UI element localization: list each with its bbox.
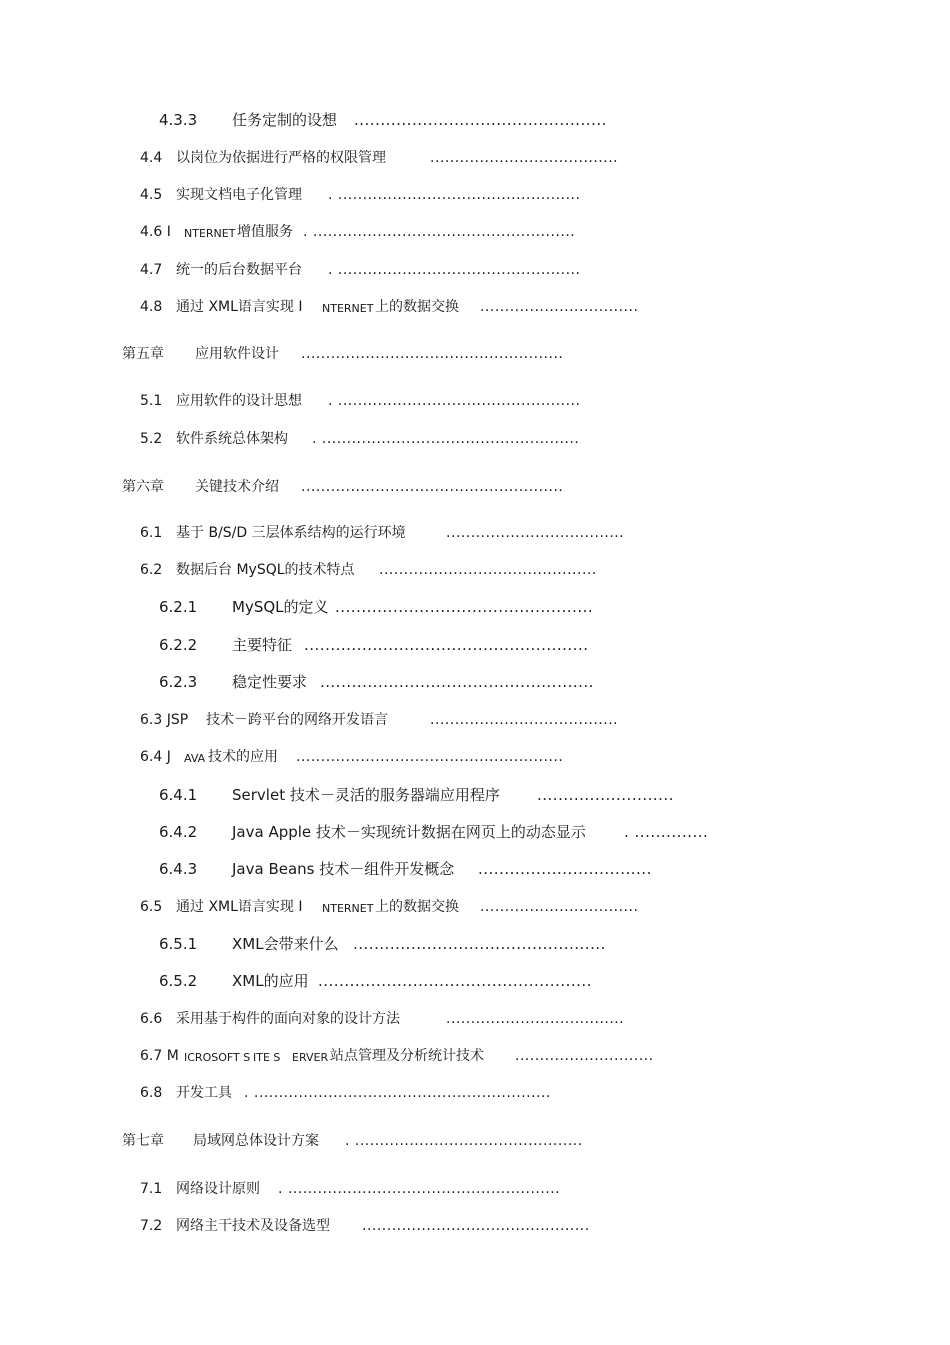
toc-title: 网络设计原则 <box>176 1181 260 1197</box>
toc-number: 第五章 <box>122 346 164 362</box>
toc-number: 6.2.1 <box>159 598 198 616</box>
toc-leader: . ............................................................ <box>244 1085 551 1101</box>
toc-leader: . ..................................................... <box>303 224 576 240</box>
toc-title: 技术－跨平台的网络开发语言 <box>206 712 388 728</box>
toc-number: 6.8 <box>140 1085 163 1101</box>
toc-leader: .................................... <box>446 1011 625 1027</box>
toc-title-smallcaps: NTERNET <box>322 902 374 915</box>
toc-leader: .......................... <box>537 786 674 804</box>
toc-number: 第六章 <box>122 479 164 495</box>
toc-number: 7.1 <box>140 1181 163 1197</box>
toc-leader: .................................................... <box>320 673 594 691</box>
toc-title: 数据后台 MySQL的技术特点 <box>176 562 355 578</box>
toc-title: 主要特征 <box>232 636 293 654</box>
toc-leader: ...................................................... <box>304 636 589 654</box>
toc-title: 任务定制的设想 <box>232 111 338 129</box>
toc-title: 采用基于构件的面向对象的设计方法 <box>176 1011 400 1027</box>
toc-number: 第七章 <box>122 1133 164 1149</box>
toc-leader: ..................................................... <box>301 479 564 495</box>
toc-title: 开发工具 <box>176 1085 232 1101</box>
toc-title-smallcaps: ICROSOFT S <box>184 1051 251 1064</box>
toc-title: 网络主干技术及设备选型 <box>176 1218 330 1234</box>
toc-leader: ................................................. <box>335 598 594 616</box>
toc-number: 6.5.1 <box>159 935 198 953</box>
toc-number: 4.4 <box>140 150 163 166</box>
toc-title: 统一的后台数据平台 <box>176 262 302 278</box>
toc-number: 4.6 I <box>140 224 171 240</box>
toc-title: MySQL的定义 <box>232 598 329 616</box>
toc-number: 6.4.1 <box>159 786 198 804</box>
toc-number: 6.4.3 <box>159 860 198 878</box>
toc-leader: ................................................ <box>354 111 607 129</box>
toc-title: Servlet 技术－灵活的服务器端应用程序 <box>232 786 500 804</box>
toc-leader: ................................ <box>480 299 639 315</box>
toc-leader: ................................ <box>480 899 639 915</box>
toc-leader: ............................................ <box>379 562 597 578</box>
toc-number: 4.8 <box>140 299 163 315</box>
toc-leader: ................................. <box>478 860 652 878</box>
toc-number: 5.1 <box>140 393 163 409</box>
toc-number: 6.2.2 <box>159 636 198 654</box>
toc-title: 应用软件设计 <box>195 346 279 362</box>
toc-title-smallcaps: NTERNET <box>322 302 374 315</box>
toc-number: 6.6 <box>140 1011 163 1027</box>
toc-title: 通过 XML语言实现 I <box>176 899 303 915</box>
toc-title: 以岗位为依据进行严格的权限管理 <box>176 150 386 166</box>
toc-title: 站点管理及分析统计技术 <box>330 1048 484 1064</box>
toc-leader: ..................................................... <box>301 346 564 362</box>
toc-title: 上的数据交换 <box>375 899 459 915</box>
toc-title: 稳定性要求 <box>232 673 308 691</box>
toc-number: 6.5 <box>140 899 163 915</box>
toc-leader: .................................... <box>446 525 625 541</box>
toc-title: 局域网总体设计方案 <box>193 1133 319 1149</box>
toc-title-smallcaps: AVA <box>184 752 206 765</box>
toc-leader: . ....................................................... <box>278 1181 561 1197</box>
toc-title: 通过 XML语言实现 I <box>176 299 303 315</box>
toc-title: XML的应用 <box>232 972 309 990</box>
toc-title: 上的数据交换 <box>375 299 459 315</box>
toc-leader: ............................ <box>515 1048 654 1064</box>
toc-number: 6.5.2 <box>159 972 198 990</box>
toc-number: 6.1 <box>140 525 163 541</box>
toc-title-smallcaps: NTERNET <box>184 227 236 240</box>
toc-leader: . .................................................... <box>312 431 580 447</box>
toc-leader: . ................................................. <box>328 187 581 203</box>
toc-title: 增值服务 <box>237 224 293 240</box>
toc-leader: ...................................... <box>430 150 619 166</box>
toc-title-smallcaps: ITE S <box>253 1051 281 1064</box>
toc-number: 5.2 <box>140 431 163 447</box>
toc-leader: . .............. <box>624 823 709 841</box>
toc-number: 6.7 M <box>140 1048 179 1064</box>
toc-number: 6.4.2 <box>159 823 198 841</box>
toc-title: Java Beans 技术－组件开发概念 <box>232 860 455 878</box>
toc-title: 关键技术介绍 <box>195 479 279 495</box>
toc-number: 7.2 <box>140 1218 163 1234</box>
toc-title: 实现文档电子化管理 <box>176 187 302 203</box>
toc-leader: .............................................. <box>362 1218 590 1234</box>
toc-leader: . ................................................. <box>328 262 581 278</box>
toc-leader: ...................................... <box>430 712 619 728</box>
toc-number: 6.2.3 <box>159 673 198 691</box>
toc-title: 技术的应用 <box>208 749 278 765</box>
toc-leader: . .............................................. <box>345 1133 583 1149</box>
toc-number: 6.4 J <box>140 749 171 765</box>
toc-title: 软件系统总体架构 <box>176 431 288 447</box>
toc-title-smallcaps: ERVER <box>292 1051 329 1064</box>
toc-number: 4.7 <box>140 262 163 278</box>
toc-title: 基于 B/S/D 三层体系结构的运行环境 <box>176 525 406 541</box>
toc-leader: ................................................ <box>353 935 606 953</box>
toc-leader: ...................................................... <box>296 749 564 765</box>
toc-title: Java Apple 技术－实现统计数据在网页上的动态显示 <box>232 823 586 841</box>
toc-number: 4.5 <box>140 187 163 203</box>
toc-title: 应用软件的设计思想 <box>176 393 302 409</box>
toc-leader: .................................................... <box>318 972 592 990</box>
toc-number: 4.3.3 <box>159 111 198 129</box>
toc-number: 6.3 JSP <box>140 712 189 728</box>
toc-number: 6.2 <box>140 562 163 578</box>
toc-leader: . ................................................. <box>328 393 581 409</box>
toc-title: XML会带来什么 <box>232 935 339 953</box>
